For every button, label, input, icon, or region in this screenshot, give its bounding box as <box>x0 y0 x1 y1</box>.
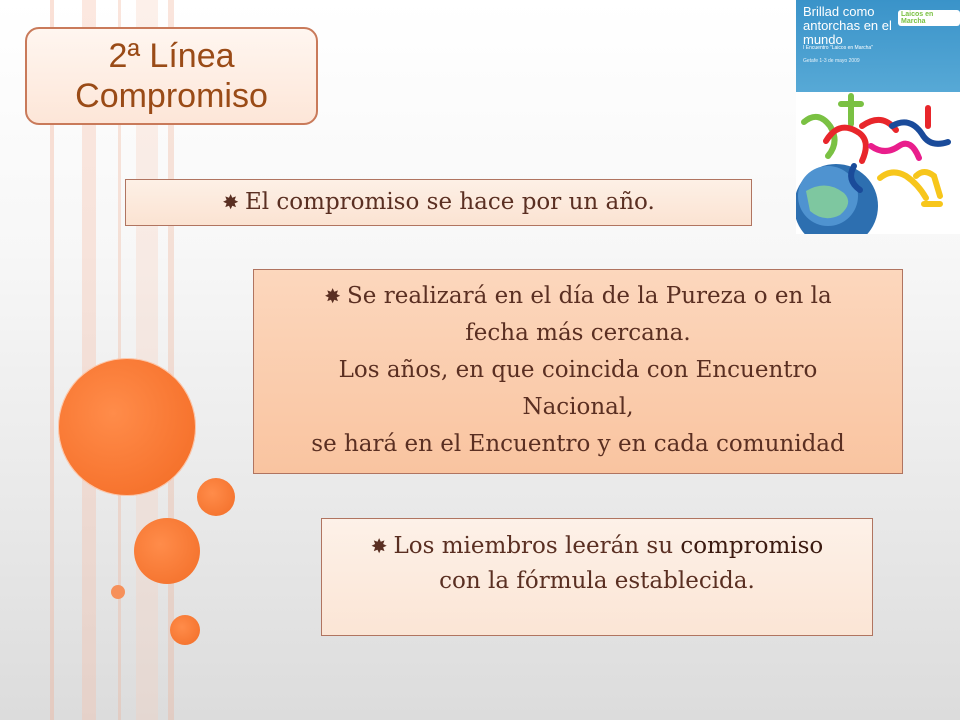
title-line-1: 2ª Línea <box>108 37 235 75</box>
box2-line-1-text: Se realizará en el día de la Pureza o en la <box>347 283 832 309</box>
box2-line-5: se hará en el Encuentro y en cada comunidad <box>311 431 845 457</box>
poster-headline: Brillad como antorchas en el mundo <box>803 4 892 47</box>
poster-dates: Getafe 1-3 de mayo 2009 <box>803 58 860 64</box>
decor-circle-small <box>170 615 200 645</box>
commitment-duration-box <box>125 179 752 226</box>
bullet-icon: ✸ <box>370 534 388 558</box>
box1-text: El compromiso se hace por un año. <box>244 189 655 215</box>
poster-subtitle: I Encuentro "Laicos en Marcha" <box>803 45 873 51</box>
event-poster-image <box>796 0 960 234</box>
poster-logo: Laicos en Marcha <box>898 10 960 26</box>
box3-keyword: compromiso <box>680 533 824 559</box>
slide-title <box>25 27 318 125</box>
decor-circle-tiny <box>111 585 125 599</box>
box3-line-1 <box>322 529 872 564</box>
box2-line-3: Los años, en que coincida con Encuentro <box>338 357 818 383</box>
box3-prefix: Los miembros leerán su <box>393 533 681 559</box>
poster-illustration <box>796 86 960 234</box>
commitment-date-box <box>253 269 903 474</box>
box2-line-2: fecha más cercana. <box>465 320 691 346</box>
decor-circle-small <box>197 478 235 516</box>
bullet-icon: ✸ <box>324 284 342 308</box>
bullet-icon: ✸ <box>222 190 239 214</box>
box2-line-1 <box>254 278 902 315</box>
decor-circle-medium <box>134 518 200 584</box>
title-line-2: Compromiso <box>75 77 268 115</box>
box2-line-4: Nacional, <box>522 394 634 420</box>
decor-circle-large <box>58 358 196 496</box>
commitment-reading-box <box>321 518 873 636</box>
box3-line-2: con la fórmula establecida. <box>439 568 755 594</box>
